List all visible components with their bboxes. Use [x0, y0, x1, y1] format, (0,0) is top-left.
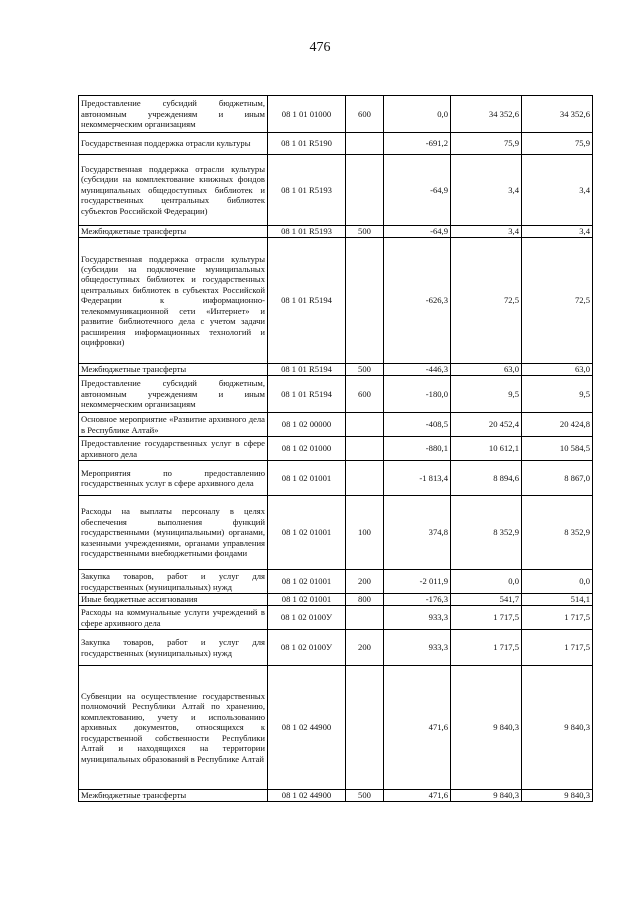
row-change-cell: -626,3: [384, 238, 451, 364]
row-amount-2-cell: 514,1: [522, 594, 593, 606]
row-amount-1-cell: 541,7: [451, 594, 522, 606]
row-vr-cell: 600: [346, 376, 384, 413]
row-change-cell: -691,2: [384, 133, 451, 155]
row-name-cell: Государственная поддержка отрасли культуры (субсидии на комплектование книжных фондов муниципальных общедоступных библиотек и государственных центральных библиотек субъектов Российской Федерации): [79, 155, 268, 226]
row-code-cell: 08 1 02 01001: [268, 496, 346, 570]
row-change-cell: 471,6: [384, 666, 451, 790]
row-amount-1-cell: 8 894,6: [451, 461, 522, 496]
table-row: [79, 606, 593, 630]
row-code-cell: 08 1 01 01000: [268, 96, 346, 133]
row-code-cell: 08 1 02 44900: [268, 666, 346, 790]
row-amount-2-cell: 8 867,0: [522, 461, 593, 496]
row-amount-1-cell: 20 452,4: [451, 413, 522, 437]
row-change-cell: 933,3: [384, 606, 451, 630]
row-amount-1-cell: 8 352,9: [451, 496, 522, 570]
row-name-cell: Предоставление субсидий бюджетным, автономным учреждениям и иным некоммерческим организациям: [79, 376, 268, 413]
row-name-cell: Предоставление субсидий бюджетным, автономным учреждениям и иным некоммерческим организациям: [79, 96, 268, 133]
row-amount-2-cell: 10 584,5: [522, 437, 593, 461]
table-row: [79, 226, 593, 238]
table-row: [79, 376, 593, 413]
row-change-cell: -64,9: [384, 155, 451, 226]
row-name-cell: Предоставление государственных услуг в сфере архивного дела: [79, 437, 268, 461]
row-name-cell: Расходы на выплаты персоналу в целях обеспечения выполнения функций государственными (муниципальными) органами, казенными учреждениями, органами управления государственными внебюджетными фондами: [79, 496, 268, 570]
row-amount-1-cell: 0,0: [451, 570, 522, 594]
row-code-cell: 08 1 02 00000: [268, 413, 346, 437]
row-name-cell: Межбюджетные трансферты: [79, 364, 268, 376]
table-row: [79, 570, 593, 594]
row-amount-1-cell: 75,9: [451, 133, 522, 155]
table-row: [79, 630, 593, 666]
row-amount-2-cell: 9 840,3: [522, 790, 593, 802]
budget-table: [78, 95, 593, 802]
row-amount-2-cell: 34 352,6: [522, 96, 593, 133]
row-code-cell: 08 1 01 R5194: [268, 238, 346, 364]
row-vr-cell: [346, 238, 384, 364]
row-vr-cell: [346, 133, 384, 155]
row-vr-cell: [346, 155, 384, 226]
row-change-cell: -180,0: [384, 376, 451, 413]
row-amount-2-cell: 75,9: [522, 133, 593, 155]
table-row: [79, 666, 593, 790]
row-amount-1-cell: 63,0: [451, 364, 522, 376]
row-amount-2-cell: 72,5: [522, 238, 593, 364]
row-code-cell: 08 1 02 01000: [268, 437, 346, 461]
row-vr-cell: [346, 461, 384, 496]
row-amount-2-cell: 9,5: [522, 376, 593, 413]
row-code-cell: 08 1 02 01001: [268, 594, 346, 606]
row-code-cell: 08 1 02 01001: [268, 461, 346, 496]
row-code-cell: 08 1 02 44900: [268, 790, 346, 802]
row-change-cell: -880,1: [384, 437, 451, 461]
row-amount-1-cell: 1 717,5: [451, 630, 522, 666]
row-vr-cell: 800: [346, 594, 384, 606]
row-change-cell: -408,5: [384, 413, 451, 437]
row-change-cell: -64,9: [384, 226, 451, 238]
row-vr-cell: 500: [346, 790, 384, 802]
row-change-cell: 0,0: [384, 96, 451, 133]
row-amount-1-cell: 3,4: [451, 226, 522, 238]
row-code-cell: 08 1 01 R5194: [268, 364, 346, 376]
row-amount-1-cell: 10 612,1: [451, 437, 522, 461]
table-body: [79, 96, 593, 802]
row-vr-cell: 100: [346, 496, 384, 570]
table-row: [79, 238, 593, 364]
row-amount-2-cell: 0,0: [522, 570, 593, 594]
row-name-cell: Государственная поддержка отрасли культуры (субсидии на подключение муниципальных общедоступных библиотек и государственных центральных библиотек в субъектах Российской Федерации к информационно-телекоммуникационной сети «Интернет» и развитие библиотечного дела с учетом задачи расширения информационных технологий и оцифровки): [79, 238, 268, 364]
row-code-cell: 08 1 01 R5193: [268, 226, 346, 238]
row-vr-cell: 200: [346, 630, 384, 666]
table-row: [79, 496, 593, 570]
table-row: [79, 437, 593, 461]
table-row: [79, 133, 593, 155]
row-vr-cell: 500: [346, 226, 384, 238]
row-amount-2-cell: 1 717,5: [522, 606, 593, 630]
row-amount-2-cell: 9 840,3: [522, 666, 593, 790]
row-name-cell: Иные бюджетные ассигнования: [79, 594, 268, 606]
row-amount-2-cell: 1 717,5: [522, 630, 593, 666]
row-name-cell: Межбюджетные трансферты: [79, 790, 268, 802]
table-row: [79, 413, 593, 437]
row-code-cell: 08 1 01 R5193: [268, 155, 346, 226]
row-change-cell: -176,3: [384, 594, 451, 606]
row-vr-cell: 600: [346, 96, 384, 133]
row-amount-2-cell: 3,4: [522, 226, 593, 238]
row-vr-cell: 200: [346, 570, 384, 594]
row-amount-1-cell: 1 717,5: [451, 606, 522, 630]
row-code-cell: 08 1 02 0100У: [268, 606, 346, 630]
row-name-cell: Расходы на коммунальные услуги учреждений в сфере архивного дела: [79, 606, 268, 630]
row-code-cell: 08 1 01 R5194: [268, 376, 346, 413]
row-amount-2-cell: 3,4: [522, 155, 593, 226]
row-amount-2-cell: 63,0: [522, 364, 593, 376]
row-code-cell: 08 1 02 0100У: [268, 630, 346, 666]
row-amount-1-cell: 3,4: [451, 155, 522, 226]
row-name-cell: Основное мероприятие «Развитие архивного дела в Республике Алтай»: [79, 413, 268, 437]
row-amount-1-cell: 9 840,3: [451, 790, 522, 802]
row-name-cell: Мероприятия по предоставлению государственных услуг в сфере архивного дела: [79, 461, 268, 496]
row-change-cell: -1 813,4: [384, 461, 451, 496]
row-amount-2-cell: 20 424,8: [522, 413, 593, 437]
page-number: 476: [309, 40, 331, 55]
row-change-cell: 933,3: [384, 630, 451, 666]
row-code-cell: 08 1 01 R5190: [268, 133, 346, 155]
row-code-cell: 08 1 02 01001: [268, 570, 346, 594]
row-amount-1-cell: 72,5: [451, 238, 522, 364]
row-change-cell: 471,6: [384, 790, 451, 802]
table-row: [79, 364, 593, 376]
row-change-cell: 374,8: [384, 496, 451, 570]
row-change-cell: -2 011,9: [384, 570, 451, 594]
row-vr-cell: [346, 606, 384, 630]
table-row: [79, 594, 593, 606]
row-amount-1-cell: 34 352,6: [451, 96, 522, 133]
table-row: [79, 155, 593, 226]
row-amount-1-cell: 9,5: [451, 376, 522, 413]
row-name-cell: Закупка товаров, работ и услуг для государственных (муниципальных) нужд: [79, 630, 268, 666]
row-amount-1-cell: 9 840,3: [451, 666, 522, 790]
row-vr-cell: 500: [346, 364, 384, 376]
row-name-cell: Субвенции на осуществление государственных полномочий Республики Алтай по хранению, комплектованию, учету и использованию архивных документов, относящихся к государственной собственности Республики Алтай и находящихся на территории муниципальных образований в Республике Алтай: [79, 666, 268, 790]
row-vr-cell: [346, 413, 384, 437]
row-vr-cell: [346, 437, 384, 461]
row-name-cell: Государственная поддержка отрасли культуры: [79, 133, 268, 155]
table-row: [79, 96, 593, 133]
row-name-cell: Закупка товаров, работ и услуг для государственных (муниципальных) нужд: [79, 570, 268, 594]
row-name-cell: Межбюджетные трансферты: [79, 226, 268, 238]
row-amount-2-cell: 8 352,9: [522, 496, 593, 570]
row-change-cell: -446,3: [384, 364, 451, 376]
table-row: [79, 461, 593, 496]
table-row: [79, 790, 593, 802]
row-vr-cell: [346, 666, 384, 790]
